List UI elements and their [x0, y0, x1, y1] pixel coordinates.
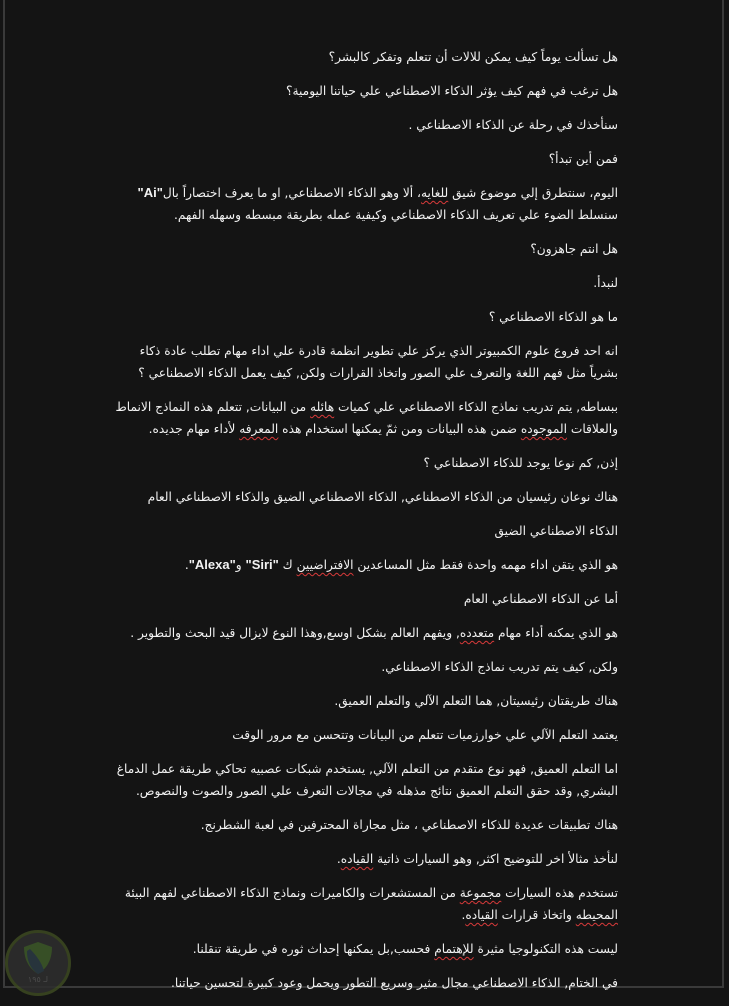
paragraph	[108, 554, 618, 576]
text-run: هناك نوعان رئيسيان من الذكاء الاصطناعي, الذكاء الاصطناعي الضيق والذكاء الاصطناعي العام	[147, 490, 618, 504]
document-body[interactable]	[108, 46, 618, 1006]
text-run: هناك تطبيقات عديدة للذكاء الاصطناعي ، مثل مجاراة المحترفين في لعبة الشطرنج.	[200, 818, 618, 832]
spellcheck-word: مجموعة	[459, 886, 502, 900]
spellcheck-word: متعدده	[459, 626, 495, 640]
text-run: هناك طريقتان رئيسيتان, هما التعلم الآلي والتعلم العميق.	[334, 694, 618, 708]
text-run: لنأخذ مثالأ اخر للتوضيح اكثر, وهو السيارات ذاتية	[373, 852, 618, 866]
text-run: من المستشعرات والكاميرات ونماذج الذكاء الاصطناعي لفهم البيئة	[124, 886, 460, 900]
text-run: أما عن الذكاء الاصطناعي العام	[463, 592, 618, 606]
spellcheck-word: للإهتمام	[434, 942, 474, 956]
paragraph	[108, 452, 618, 474]
page-border-left	[3, 0, 5, 988]
paragraph	[108, 882, 618, 926]
text-run: يعتمد التعلم الآلي علي خوارزميات تتعلم من البيانات وتتحسن مع مرور الوقت	[232, 728, 618, 742]
paragraph	[108, 938, 618, 960]
paragraph	[108, 46, 618, 68]
text-run: سنأخذك في رحلة عن الذكاء الاصطناعي .	[408, 118, 618, 132]
paragraph	[108, 588, 618, 610]
paragraph	[108, 848, 618, 870]
bold-text: "Alexa"	[188, 557, 236, 572]
spellcheck-word: هائله	[310, 400, 335, 414]
spellcheck-word: القياده	[465, 908, 498, 922]
paragraph	[108, 724, 618, 746]
text-run: واتخاذ قرارات	[497, 908, 576, 922]
text-run: إذن, كم نوعا يوجد للذكاء الاصطناعي ؟	[423, 456, 618, 470]
bold-text: "Siri"	[245, 557, 279, 572]
paragraph	[108, 690, 618, 712]
text-run: الذكاء الاصطناعي الضيق	[494, 524, 618, 538]
text-run: لنبدأ.	[593, 276, 618, 290]
text-run: ، ألا وهو الذكاء الاصطناعي, او ما يعرف اختصاراً بال	[162, 186, 421, 200]
spellcheck-word: للغايه	[420, 186, 449, 200]
spellcheck-word: القياده	[340, 852, 374, 866]
text-run: فمن أين تبدأ؟	[548, 152, 618, 166]
text-run: , ويفهم العالم بشكل اوسع,وهذا النوع لايزال قيد البحث والتطوير .	[130, 626, 460, 640]
text-run: ليست هذه التكنولوجيا مثيرة	[473, 942, 618, 956]
text-run: ببساطه, يتم تدريب نماذج الذكاء الاصطناعي علي كميات	[334, 400, 618, 414]
text-run: .	[461, 908, 466, 922]
text-run: في الختام, الذكاء الاصطناعي مجال مثير وسريع التطور ويحمل وعود كبيرة لتحسين حياتنا.	[171, 976, 618, 990]
spellcheck-word: المحيطه	[575, 908, 618, 922]
paragraph	[108, 306, 618, 328]
text-run: و	[235, 558, 246, 572]
spellcheck-word: الافتراضيين	[296, 558, 354, 572]
paragraph	[108, 182, 618, 226]
text-run: ما هو الذكاء الاصطناعي ؟	[488, 310, 618, 324]
watermark-logo	[5, 930, 71, 996]
paragraph	[108, 80, 618, 102]
paragraph	[108, 656, 618, 678]
spellcheck-word: الموجوده	[520, 422, 567, 436]
paragraph	[108, 238, 618, 260]
text-run: اما التعلم العميق, فهو نوع متقدم من التعلم الآلي, يستخدم شبكات عصبيه تحاكي طريقة عمل الدماغ البشري, وقد حقق التعلم العميق نتائج مذهله في مجالات التعرف علي الصور والصوت والنصوص.	[116, 762, 618, 798]
text-run: هل ترغب في فهم كيف يؤثر الذكاء الاصطناعي علي حياتنا اليومية؟	[286, 84, 618, 98]
spellcheck-word: المعرفه	[239, 422, 279, 436]
paragraph	[108, 972, 618, 994]
paragraph	[108, 520, 618, 542]
text-run: ك	[278, 558, 297, 572]
text-run: انه احد فروع علوم الكمبيوتر الذي يركز علي تطوير انظمة قادرة علي اداء مهام تطلب عادة ذكاء بشرياً مثل فهم اللغة والتعرف علي الصور واتخاذ القرارات ولكن, كيف يعمل الذكاء الاصطناعي ؟	[138, 344, 618, 380]
page-border-right	[722, 0, 724, 988]
paragraph	[108, 622, 618, 644]
paragraph	[108, 272, 618, 294]
text-run: فحسب,بل يمكنها إحداث ثوره في طريقة تنقلنا.	[192, 942, 435, 956]
bold-text: "Ai"	[137, 185, 163, 200]
text-run: هو الذي يمكنه أداء مهام	[494, 626, 618, 640]
text-run: لأداء مهام جديده.	[148, 422, 240, 436]
text-run: هل انتم جاهزون؟	[530, 242, 618, 256]
paragraph	[108, 148, 618, 170]
watermark-text: لـ ١٩٥	[27, 975, 49, 984]
shield-icon	[22, 941, 54, 975]
paragraph	[108, 340, 618, 384]
text-run: .	[336, 852, 341, 866]
paragraph	[108, 486, 618, 508]
text-run: سنسلط الضوء علي تعريف الذكاء الاصطناعي وكيفية عمله بطريقة مبسطه وسهله الفهم.	[174, 208, 618, 222]
text-run: .	[184, 558, 189, 572]
text-run: تستخدم هذه السيارات	[501, 886, 618, 900]
text-run: ضمن هذه البيانات ومن ثمّ يمكنها استخدام هذه	[278, 422, 521, 436]
paragraph	[108, 758, 618, 802]
text-run: من البيانات, تتعلم هذه النماذج الانماط والعلاقات	[115, 400, 618, 436]
paragraph	[108, 396, 618, 440]
text-run: هو الذي يتقن اداء مهمه واحدة فقط مثل المساعدين	[353, 558, 618, 572]
text-run: اليوم، سنتطرق إلي موضوع شيق	[448, 186, 618, 200]
paragraph	[108, 814, 618, 836]
paragraph	[108, 114, 618, 136]
text-run: ولكن, كيف يتم تدريب نماذج الذكاء الاصطناعي.	[381, 660, 618, 674]
text-run: هل تسألت يوماً كيف يمكن للالات أن تتعلم وتفكر كالبشر؟	[328, 50, 618, 64]
